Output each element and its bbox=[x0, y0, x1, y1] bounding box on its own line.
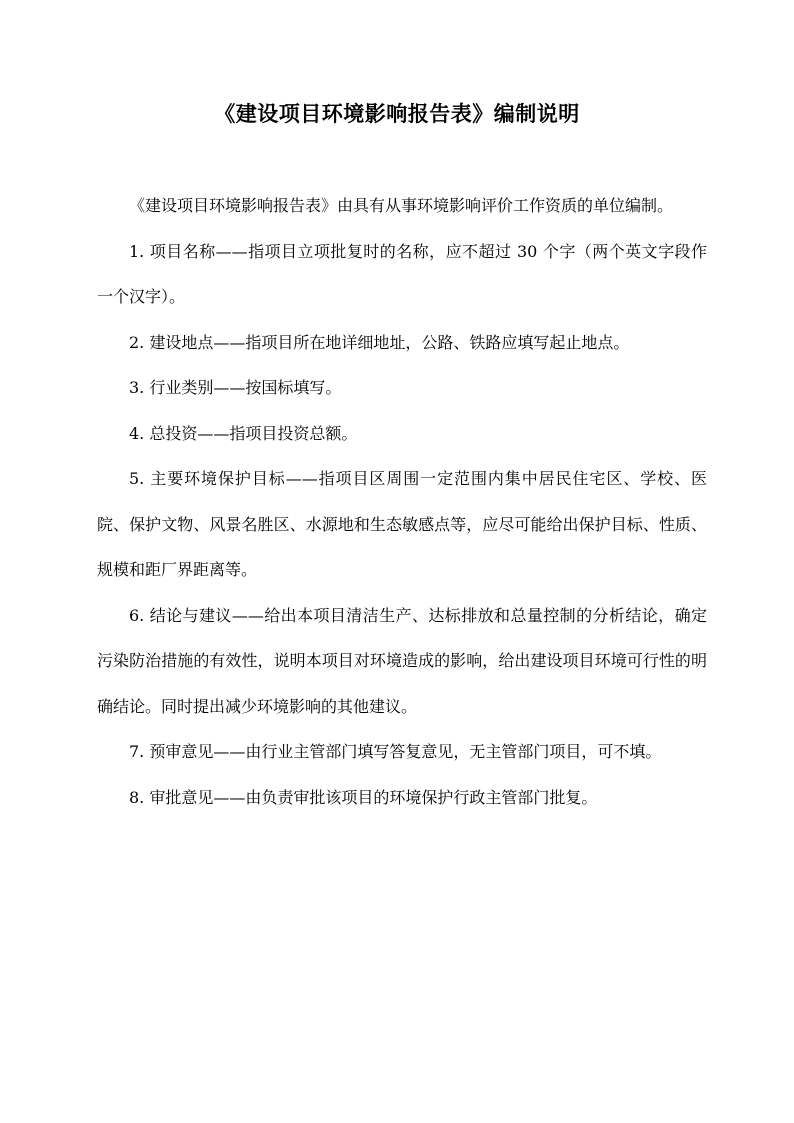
item-total-investment: 4. 总投资——指项目投资总额。 bbox=[129, 423, 358, 443]
item-industry-category: 3. 行业类别——按国标填写。 bbox=[129, 378, 342, 397]
item-construction-site: 2. 建设地点——指项目所在地详细地址，公路、铁路应填写起止地点。 bbox=[129, 332, 630, 352]
document-title: 《建设项目环境影响报告表》编制说明 bbox=[214, 101, 580, 126]
document-body bbox=[97, 183, 707, 820]
item-preliminary-opinion: 7. 预审意见——由行业主管部门填写答复意见，无主管部门项目，可不填。 bbox=[129, 742, 662, 761]
item-approval-opinion: 8. 审批意见——由负责审批该项目的环境保护行政主管部门批复。 bbox=[129, 787, 598, 807]
item-conclusion-suggestions: 6. 结论与建议——给出本项目清洁生产、达标排放和总量控制的分析结论，确定污染防治措施的有效性，说明本项目对环境造成的影响，给出建设项目环境可行性的明确结论。同时提出减少环境影响的其他建议。 bbox=[97, 605, 707, 716]
item-project-name: 1. 项目名称——指项目立项批复时的名称，应不超过 30 个字（两个英文字段作一个汉字）。 bbox=[97, 241, 707, 306]
item-protection-targets: 5. 主要环境保护目标——指项目区周围一定范围内集中居民住宅区、学校、医院、保护文物、风景名胜区、水源地和生态敏感点等，应尽可能给出保护目标、性质、规模和距厂界距离等。 bbox=[97, 469, 707, 579]
intro-paragraph: 《建设项目环境影响报告表》由具有从事环境影响评价工作资质的单位编制。 bbox=[129, 196, 674, 215]
